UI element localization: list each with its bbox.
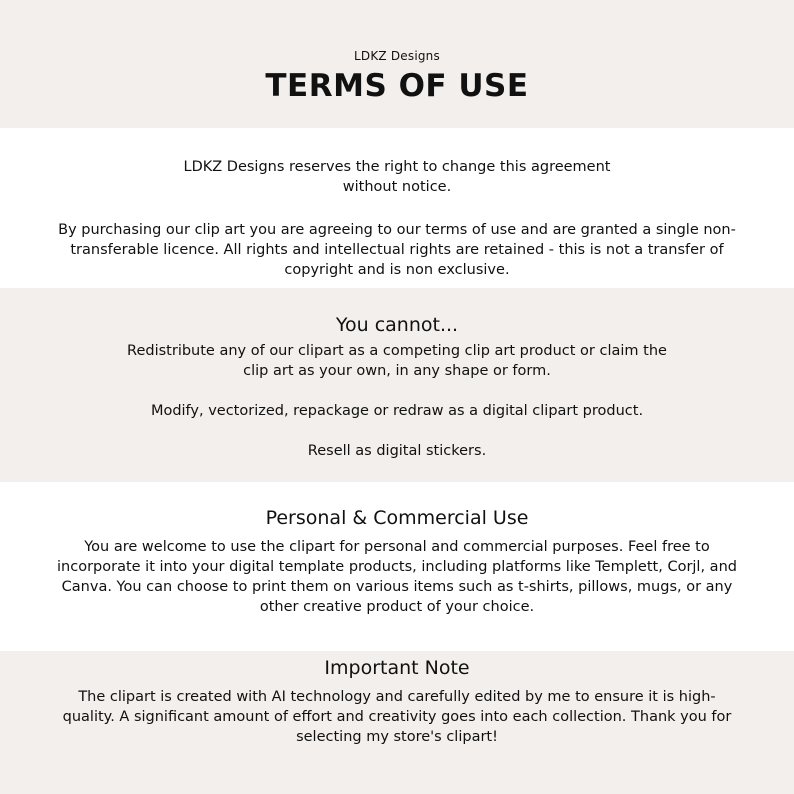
personal-text-line: You are welcome to use the clipart for personal and commercial purposes. Feel free to — [84, 539, 710, 555]
brand-name: LDKZ Designs — [354, 49, 440, 63]
license-text-line: By purchasing our clip art you are agreeing to our terms of use and are granted a single non- — [58, 222, 736, 238]
important-note-section — [0, 651, 794, 794]
restriction-item: Modify, vectorized, repackage or redraw as a digital clipart product. — [150, 403, 644, 419]
personal-text-line: Canva. You can choose to print them on various items such as t-shirts, pillows, mugs, or any — [61, 579, 733, 595]
restrictions-heading: You cannot... — [335, 314, 459, 336]
intro-text-line: LDKZ Designs reserves the right to change this agreement — [183, 159, 611, 175]
restriction-item: Resell as digital stickers. — [307, 443, 487, 459]
intro-text-line: without notice. — [342, 179, 452, 195]
license-text-line: copyright and is non exclusive. — [284, 262, 510, 278]
restriction-item-line: clip art as your own, in any shape or form. — [243, 363, 551, 379]
note-text-line: quality. A significant amount of effort and creativity goes into each collection. Thank you for — [62, 709, 732, 725]
intro-section — [0, 128, 794, 288]
personal-text-line: other creative product of your choice. — [259, 599, 535, 615]
restriction-item-line: Redistribute any of our clipart as a competing clip art product or claim the — [127, 343, 667, 359]
personal-commercial-section — [0, 482, 794, 651]
personal-text-line: incorporate it into your digital template products, including platforms like Templett, Corjl, and — [57, 559, 737, 575]
note-text-line: The clipart is created with AI technology and carefully edited by me to ensure it is high- — [78, 689, 716, 705]
page-title: TERMS OF USE — [265, 68, 529, 104]
note-text-line: selecting my store's clipart! — [296, 729, 498, 745]
personal-commercial-heading: Personal & Commercial Use — [265, 507, 529, 529]
license-text-line: transferable licence. All rights and intellectual rights are retained - this is not a transfer of — [70, 242, 724, 258]
important-note-heading: Important Note — [324, 657, 470, 679]
restrictions-section — [0, 288, 794, 482]
header-section — [0, 0, 794, 128]
